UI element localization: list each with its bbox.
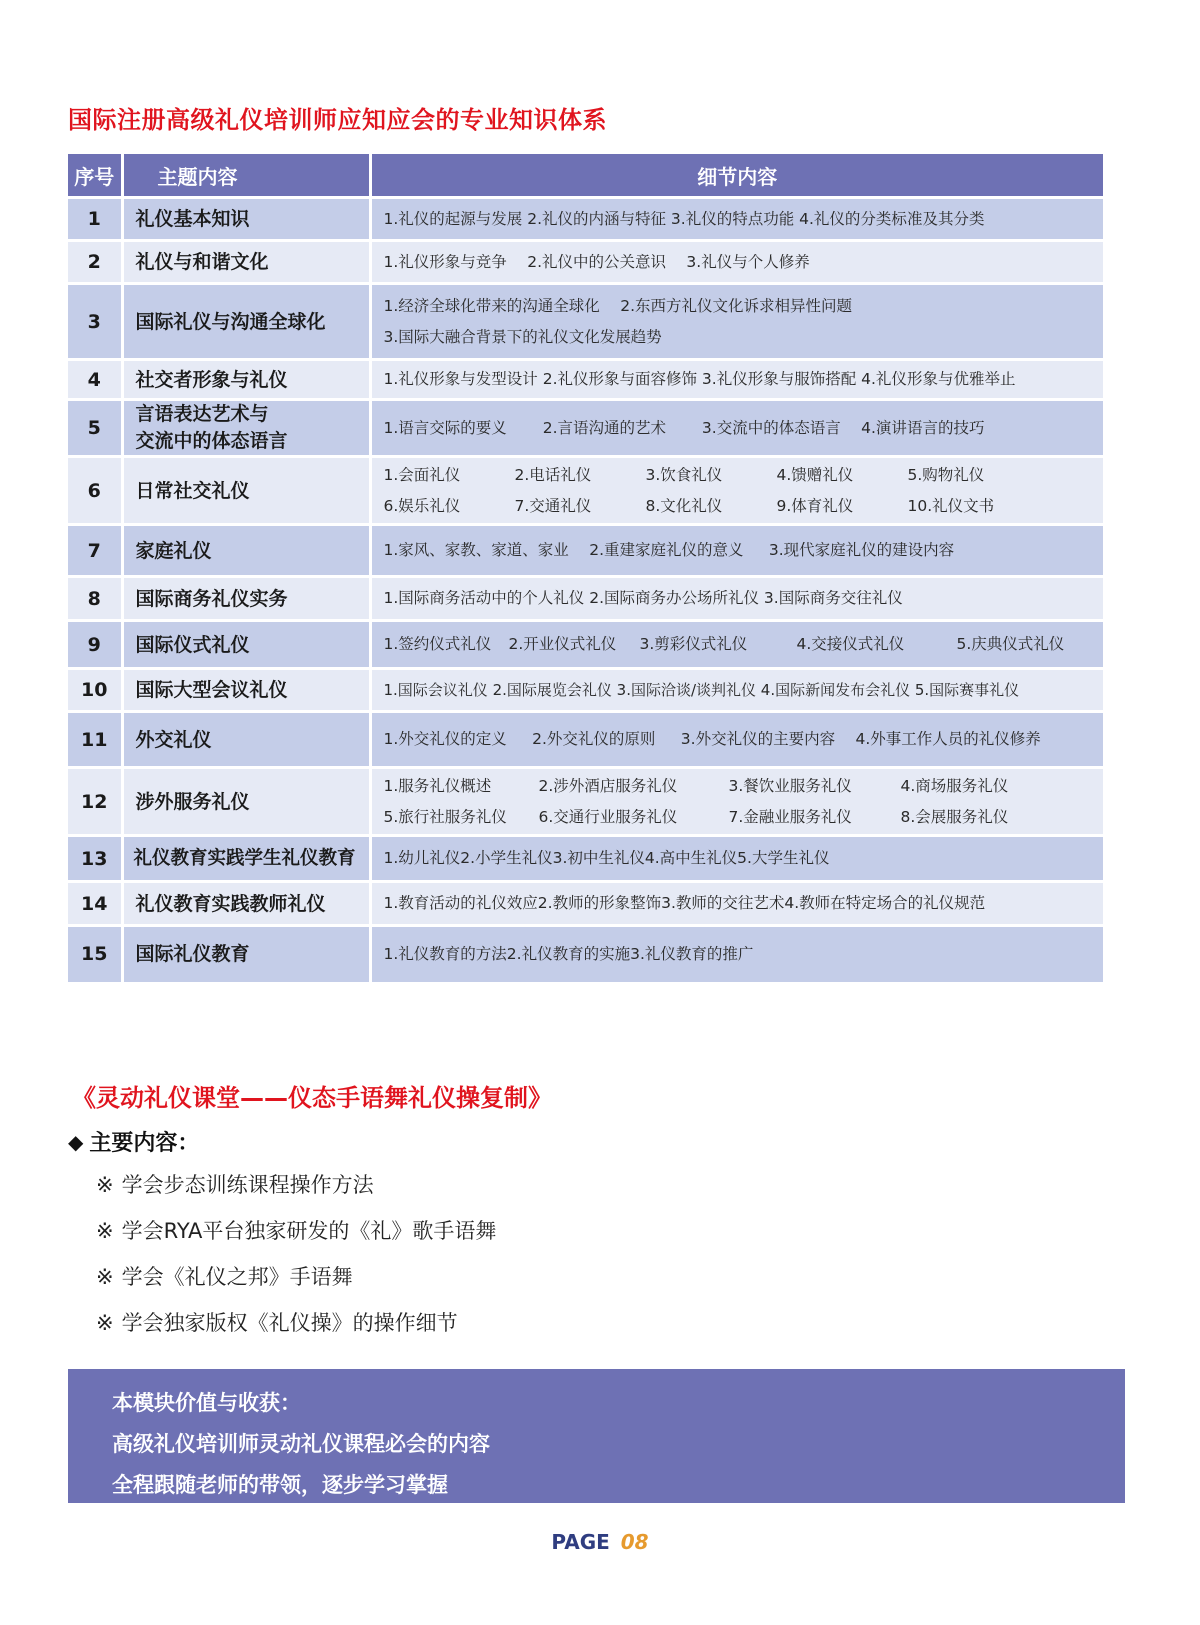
row-detail: 1.家风、家教、家道、家业 2.重建家庭礼仪的意义 3.现代家庭礼仪的建设内容 [370, 525, 1103, 577]
table-row [68, 836, 1103, 882]
row-detail: 1.礼仪教育的方法2.礼仪教育的实施3.礼仪教育的推广 [370, 926, 1103, 982]
reference-mark-icon: ※ [96, 1173, 114, 1197]
table-row [68, 360, 1103, 400]
reference-mark-icon: ※ [96, 1311, 114, 1335]
row-num: 15 [68, 926, 122, 982]
row-num: 7 [68, 525, 122, 577]
row-detail: 1.会面礼仪 2.电话礼仪 3.饮食礼仪 4.馈赠礼仪 5.购物礼仪 6.娱乐礼仪 7.交通礼仪 8.文化礼仪 9.体育礼仪 10.礼仪文书 [370, 457, 1103, 525]
row-detail: 1.国际会议礼仪 2.国际展览会礼仪 3.国际洽谈/谈判礼仪 4.国际新闻发布会礼仪 5.国际赛事礼仪 [370, 669, 1103, 712]
module-value-box [68, 1369, 1125, 1503]
row-topic: 社交者形象与礼仪 [122, 360, 370, 400]
row-detail: 1.国际商务活动中的个人礼仪 2.国际商务办公场所礼仪 3.国际商务交往礼仪 [370, 577, 1103, 621]
row-topic: 礼仪教育实践学生礼仪教育 [122, 836, 370, 882]
row-topic: 国际礼仪教育 [122, 926, 370, 982]
row-num: 9 [68, 621, 122, 669]
table-row [68, 284, 1103, 360]
page-footer [0, 1530, 1200, 1554]
row-num: 2 [68, 241, 122, 284]
main-content-label: 主要内容： [89, 1131, 200, 1156]
row-detail: 1.幼儿礼仪2.小学生礼仪3.初中生礼仪4.高中生礼仪5.大学生礼仪 [370, 836, 1103, 882]
row-topic: 礼仪教育实践教师礼仪 [122, 882, 370, 926]
row-detail: 1.外交礼仪的定义 2.外交礼仪的原则 3.外交礼仪的主要内容 4.外事工作人员的礼仪修养 [370, 712, 1103, 768]
table-row [68, 621, 1103, 669]
row-num: 12 [68, 768, 122, 836]
table-row [68, 768, 1103, 836]
row-detail: 1.经济全球化带来的沟通全球化 2.东西方礼仪文化诉求相异性问题 3.国际大融合背景下的礼仪文化发展趋势 [370, 284, 1103, 360]
row-topic: 涉外服务礼仪 [122, 768, 370, 836]
row-topic: 国际仪式礼仪 [122, 621, 370, 669]
table-row [68, 400, 1103, 457]
content-list [96, 1170, 496, 1354]
row-num: 11 [68, 712, 122, 768]
row-topic: 礼仪与和谐文化 [122, 241, 370, 284]
list-item: ※ 学会步态训练课程操作方法 [96, 1173, 374, 1197]
list-item: ※ 学会独家版权《礼仪操》的操作细节 [96, 1311, 458, 1335]
table-row [68, 669, 1103, 712]
row-num: 13 [68, 836, 122, 882]
row-num: 4 [68, 360, 122, 400]
header-num: 序号 [68, 154, 122, 198]
table-row [68, 457, 1103, 525]
diamond-icon: ◆ [68, 1129, 84, 1154]
table-row [68, 926, 1103, 982]
row-topic: 家庭礼仪 [122, 525, 370, 577]
knowledge-table [68, 154, 1103, 982]
row-detail: 1.语言交际的要义 2.言语沟通的艺术 3.交流中的体态语言 4.演讲语言的技巧 [370, 400, 1103, 457]
row-detail: 1.签约仪式礼仪 2.开业仪式礼仪 3.剪彩仪式礼仪 4.交接仪式礼仪 5.庆典仪式礼仪 [370, 621, 1103, 669]
row-topic: 日常社交礼仪 [122, 457, 370, 525]
row-detail: 1.教育活动的礼仪效应2.教师的形象整饰3.教师的交往艺术4.教师在特定场合的礼仪规范 [370, 882, 1103, 926]
row-topic: 外交礼仪 [122, 712, 370, 768]
value-box-line: 全程跟随老师的带领，逐步学习掌握 [112, 1473, 448, 1497]
table-row [68, 525, 1103, 577]
value-box-line: 高级礼仪培训师灵动礼仪课程必会的内容 [112, 1432, 490, 1456]
list-item: ※ 学会RYA平台独家研发的《礼》歌手语舞 [96, 1219, 497, 1243]
row-num: 10 [68, 669, 122, 712]
row-topic: 国际大型会议礼仪 [122, 669, 370, 712]
main-content-heading [68, 1126, 199, 1157]
section-title: 国际注册高级礼仪培训师应知应会的专业知识体系 [68, 106, 607, 134]
row-detail: 1.礼仪形象与发型设计 2.礼仪形象与面容修饰 3.礼仪形象与服饰搭配 4.礼仪形象与优雅举止 [370, 360, 1103, 400]
row-num: 14 [68, 882, 122, 926]
reference-mark-icon: ※ [96, 1265, 114, 1289]
list-item: ※ 学会《礼仪之邦》手语舞 [96, 1265, 353, 1289]
value-box-title: 本模块价值与收获： [112, 1391, 301, 1415]
table-row [68, 198, 1103, 241]
row-detail: 1.礼仪的起源与发展 2.礼仪的内涵与特征 3.礼仪的特点功能 4.礼仪的分类标准及其分类 [370, 198, 1103, 241]
row-detail: 1.服务礼仪概述 2.涉外酒店服务礼仪 3.餐饮业服务礼仪 4.商场服务礼仪 5.旅行社服务礼仪 6.交通行业服务礼仪 7.金融业服务礼仪 8.会展服务礼仪 [370, 768, 1103, 836]
page-label: PAGE [551, 1530, 610, 1554]
course-title: 《灵动礼仪课堂——仪态手语舞礼仪操复制》 [72, 1084, 552, 1112]
row-num: 3 [68, 284, 122, 360]
table-row [68, 712, 1103, 768]
header-detail: 细节内容 [370, 154, 1103, 198]
row-topic: 国际礼仪与沟通全球化 [122, 284, 370, 360]
header-topic: 主题内容 [122, 154, 370, 198]
reference-mark-icon: ※ [96, 1219, 114, 1243]
row-detail: 1.礼仪形象与竞争 2.礼仪中的公关意识 3.礼仪与个人修养 [370, 241, 1103, 284]
row-num: 1 [68, 198, 122, 241]
row-num: 8 [68, 577, 122, 621]
table-row [68, 241, 1103, 284]
table-row [68, 577, 1103, 621]
row-num: 5 [68, 400, 122, 457]
row-topic: 言语表达艺术与 交流中的体态语言 [122, 400, 370, 457]
row-num: 6 [68, 457, 122, 525]
row-topic: 国际商务礼仪实务 [122, 577, 370, 621]
row-topic: 礼仪基本知识 [122, 198, 370, 241]
table-row [68, 882, 1103, 926]
page-number: 08 [620, 1530, 649, 1554]
